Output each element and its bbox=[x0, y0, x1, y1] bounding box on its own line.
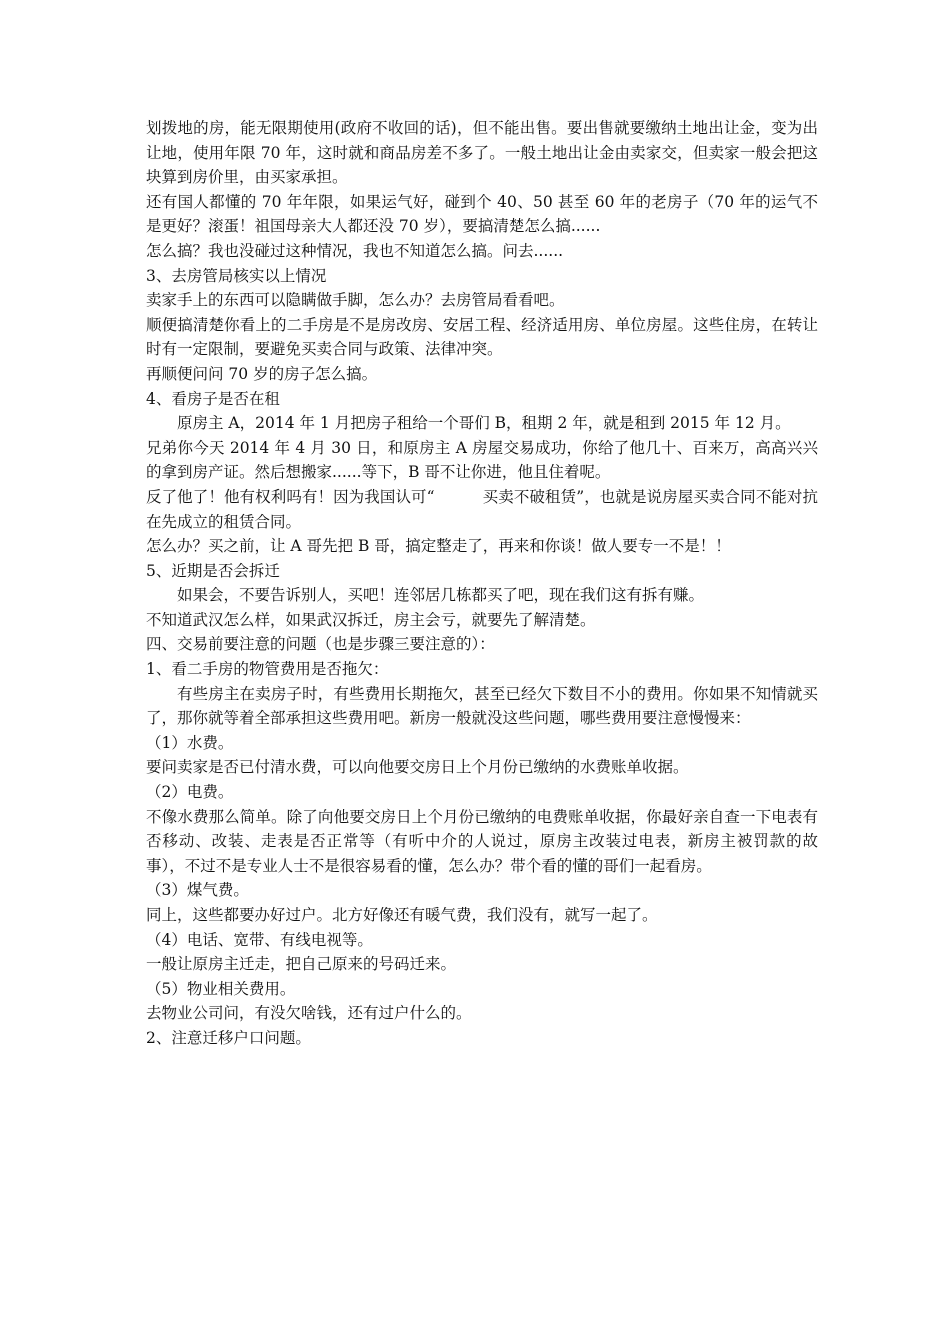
list-item: （5）物业相关费用。 bbox=[146, 979, 296, 998]
list-item: （3）煤气费。 bbox=[146, 881, 249, 900]
document-body bbox=[146, 116, 818, 1051]
paragraph: 原房主 A，2014 年 1 月把房子租给一个哥们 B，租期 2 年，就是租到 2015 年 12 月。 bbox=[177, 414, 791, 433]
paragraph: 不像水费那么简单。除了向他要交房日上个月份已缴纳的电费账单收据，你最好亲自查一下电表有否移动、改装、走表是否正常等（有听中介的人说过，原房主改装过电表，新房主被罚款的故事），不过不是专业人士不是很容易看的懂，怎么办？带个看的懂的哥们一起看房。 bbox=[146, 807, 818, 875]
paragraph: 怎么搞？我也没碰过这种情况，我也不知道怎么搞。问去...... bbox=[146, 241, 564, 260]
paragraph: 划拨地的房，能无限期使用(政府不收回的话)，但不能出售。要出售就要缴纳土地出让金，变为出让地，使用年限 70 年，这时就和商品房差不多了。一般土地出让金由卖家交，但卖家一般会把这块算到房价里，由买家承担。 bbox=[146, 119, 818, 187]
section-heading: 5、近期是否会拆迁 bbox=[146, 561, 280, 580]
paragraph: 要问卖家是否已付清水费，可以向他要交房日上个月份已缴纳的水费账单收据。 bbox=[146, 758, 689, 777]
paragraph: 有些房主在卖房子时，有些费用长期拖欠，甚至已经欠下数目不小的费用。你如果不知情就买了，那你就等着全部承担这些费用吧。新房一般就没这些问题，哪些费用要注意慢慢来： bbox=[146, 684, 818, 728]
paragraph: 还有国人都懂的 70 年年限，如果运气好，碰到个 40、50 甚至 60 年的老房子（70 年的运气不是更好？滚蛋！祖国母亲大人都还没 70 岁），要搞清楚怎么搞...... bbox=[146, 192, 818, 236]
paragraph: 怎么办？买之前，让 A 哥先把 B 哥，搞定整走了，再来和你谈！做人要专一不是！！ bbox=[146, 537, 731, 556]
paragraph: 卖家手上的东西可以隐瞒做手脚，怎么办？去房管局看看吧。 bbox=[146, 291, 565, 310]
paragraph: 去物业公司问，有没欠啥钱，还有过户什么的。 bbox=[146, 1004, 472, 1023]
paragraph: 不知道武汉怎么样，如果武汉拆迁，房主会亏，就要先了解清楚。 bbox=[146, 610, 596, 629]
paragraph: 如果会，不要告诉别人，买吧！连邻居几栋都买了吧，现在我们这有拆有赚。 bbox=[177, 586, 705, 605]
section-heading: 2、注意迁移户口问题。 bbox=[146, 1028, 311, 1047]
paragraph-part: 买卖不破租赁”，也就是说房屋买卖合同不能对抗在先成立的租赁合同。 bbox=[146, 487, 818, 531]
paragraph: 兄弟你今天 2014 年 4 月 30 日，和原房主 A 房屋交易成功，你给了他几十、百来万，高高兴兴的拿到房产证。然后想搬家......等下，B 哥不让你进，他且住着呢。 bbox=[146, 438, 818, 482]
section-heading: 4、看房子是否在租 bbox=[146, 389, 280, 408]
list-item: （1）水费。 bbox=[146, 733, 234, 752]
paragraph bbox=[146, 485, 818, 534]
paragraph: 一般让原房主迁走，把自己原来的号码迁来。 bbox=[146, 955, 457, 974]
section-heading: 1、看二手房的物管费用是否拖欠： bbox=[146, 660, 389, 679]
paragraph-part: 反了他了！他有权利吗有！因为我国认可“ bbox=[146, 487, 435, 506]
list-item: （2）电费。 bbox=[146, 783, 234, 802]
section-heading: 四、交易前要注意的问题（也是步骤三要注意的）： bbox=[146, 635, 495, 654]
list-item: （4）电话、宽带、有线电视等。 bbox=[146, 930, 373, 949]
paragraph: 顺便搞清楚你看上的二手房是不是房改房、安居工程、经济适用房、单位房屋。这些住房，在转让时有一定限制，要避免买卖合同与政策、法律冲突。 bbox=[146, 315, 818, 359]
paragraph: 再顺便问问 70 岁的房子怎么搞。 bbox=[146, 364, 378, 383]
paragraph: 同上，这些都要办好过户。北方好像还有暖气费，我们没有，就写一起了。 bbox=[146, 906, 658, 924]
section-heading: 3、去房管局核实以上情况 bbox=[146, 266, 327, 285]
